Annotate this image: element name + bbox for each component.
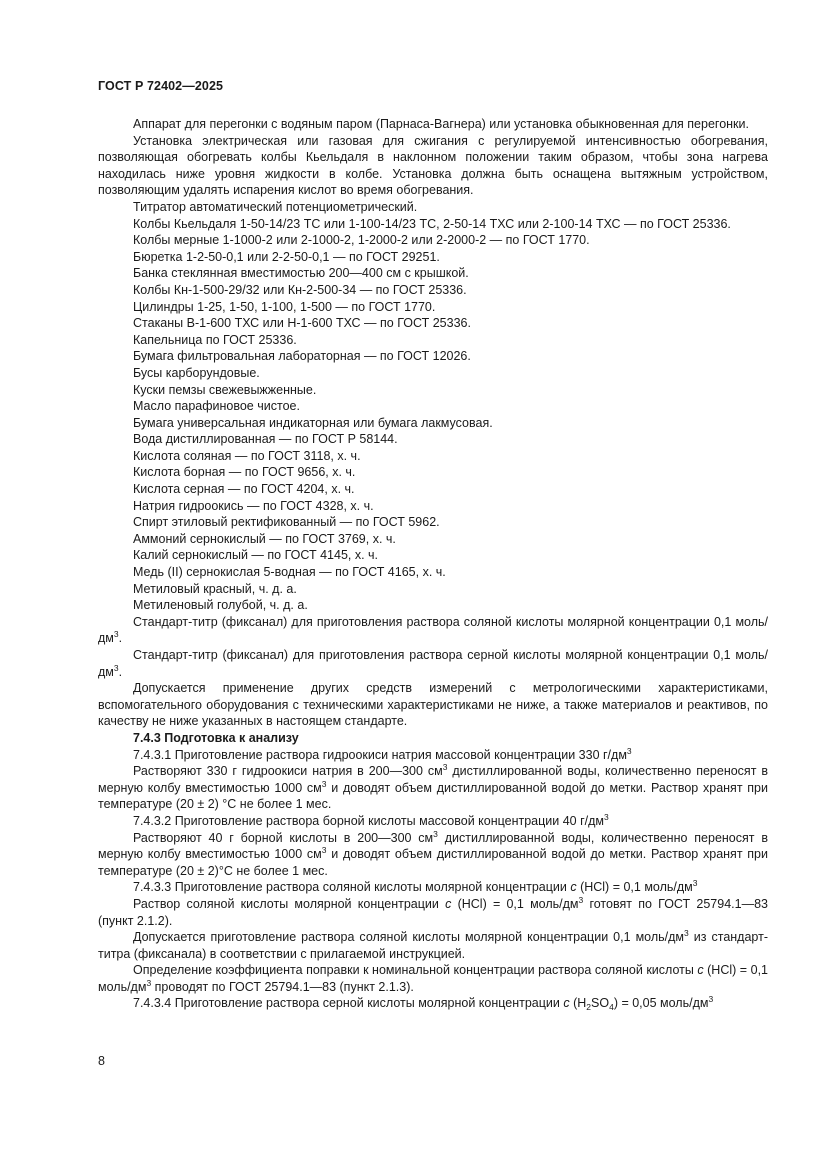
paragraph: Масло парафиновое чистое. [133,399,300,414]
paragraph: Бумага фильтровальная лабораторная — по ГОСТ 12026. [133,349,471,364]
paragraph: Кислота серная — по ГОСТ 4204, х. ч. [133,482,355,497]
paragraph: Стандарт-титр (фиксанал) для приготовления раствора серной кислоты молярной концентрации 0,1 моль/$дм^3$. [98,648,768,679]
paragraph: Метиленовый голубой, ч. д. а. [133,598,308,613]
paragraph: Бюретка 1-2-50-0,1 или 2-2-50-0,1 — по ГОСТ 29251. [133,249,440,264]
paragraph: Определение коэффициента поправки к номинальной концентрации раствора соляной кислоты c (HCl) = 0,1 моль/$дм^3$ проводят по ГОСТ 25794.1—83 (пункт 2.1.3). [98,963,768,994]
subsection-heading: 7.4.3.2 Приготовление раствора борной кислоты массовой концентрации 40 $г/дм^3$ [133,811,609,828]
paragraph: Спирт этиловый ректификованный — по ГОСТ 5962. [133,515,440,530]
paragraph: Банка стеклянная вместимостью 200—400 см с крышкой. [133,266,469,281]
paragraph: Вода дистиллированная — по ГОСТ Р 58144. [133,432,398,447]
paragraph: Аммоний сернокислый — по ГОСТ 3769, х. ч. [133,531,396,546]
paragraph: Кислота соляная — по ГОСТ 3118, х. ч. [133,448,361,463]
paragraph: Кислота борная — по ГОСТ 9656, х. ч. [133,465,356,480]
paragraph: Стандарт-титр (фиксанал) для приготовления раствора соляной кислоты молярной концентрации 0,1 моль/$дм^3$. [98,614,768,646]
paragraph: Куски пемзы свежевыжженные. [133,382,317,397]
paragraph: Цилиндры 1-25, 1-50, 1-100, 1-500 — по ГОСТ 1770. [133,299,436,314]
subsection-heading: 7.4.3.1 Приготовление раствора гидроокиси натрия массовой концентрации 330 $г/дм^3$ [133,745,632,762]
paragraph: Медь (II) сернокислая 5-водная — по ГОСТ 4165, х. ч. [133,565,446,580]
paragraph: Растворяют 330 г гидроокиси натрия в 200—300 $см^3$ дистиллированной воды, количественно переносят в мерную колбу вместимостью 1000 $см^3$ и доводят объем дистиллированной водой до метки. Раствор хранят при температуре (20 ± 2) °С не более 1 мес. [98,762,768,812]
page-number: 8 [98,1054,105,1068]
subsection-heading: 7.4.3.4 Приготовление раствора серной кислоты молярной концентрации c $(H_2SO_4) = 0,05$ моль/$дм^3$ [133,994,714,1013]
paragraph: Стаканы В-1-600 ТХС или Н-1-600 ТХС — по ГОСТ 25336. [133,316,471,331]
paragraph: Капельница по ГОСТ 25336. [133,332,297,347]
paragraph: Допускается применение других средств измерений с метрологическими характеристиками, вспомогательного оборудования с техническими характеристиками не ниже, а также материалов и реактивов, по качеству не ниже указанных в настоящем стандарте. [98,681,768,729]
paragraph: Метиловый красный, ч. д. а. [133,581,297,596]
paragraph: Бумага универсальная индикаторная или бумага лакмусовая. [133,415,493,430]
paragraph: Раствор соляной кислоты молярной концентрации c (HCl) = 0,1 моль/$дм^3$ готовят по ГОСТ 25794.1—83 (пункт 2.1.2). [98,894,768,928]
subsection-heading: 7.4.3.3 Приготовление раствора соляной кислоты молярной концентрации c (HCl) = 0,1 моль/$дм^3$ [133,878,698,895]
paragraph: Титратор автоматический потенциометрический. [133,199,418,214]
paragraph: Колбы Кн-1-500-29/32 или Кн-2-500-34 — по ГОСТ 25336. [133,282,467,297]
paragraph: Установка электрическая или газовая для сжигания с регулируемой интенсивностью обогревания, позволяющая обогревать колбы Кьельдаля в наклонном положении таким образом, чтобы зона нагрева находилась ниже уровня жидкости в колбе. Установка должна быть оснащена вытяжным устройством, позволяющим удалять испарения кислот во время обогревания. [98,133,768,198]
paragraph: Допускается приготовление раствора соляной кислоты молярной концентрации 0,1 моль/$дм^3$ из стандарт-титра (фиксанала) в соответствии с прилагаемой инструкцией. [98,928,768,961]
paragraph: Калий сернокислый — по ГОСТ 4145, х. ч. [133,548,379,563]
section-heading: 7.4.3 Подготовка к анализу [133,730,299,745]
paragraph: Аппарат для перегонки с водяным паром (Парнаса-Вагнера) или установка обыкновенная для перегонки. [133,117,749,131]
document-body [98,116,768,1012]
paragraph: Натрия гидроокись — по ГОСТ 4328, х. ч. [133,498,374,513]
document-header: ГОСТ Р 72402—2025 [98,79,224,93]
paragraph: Бусы карборундовые. [133,365,260,380]
paragraph: Растворяют 40 г борной кислоты в 200—300 $см^3$ дистиллированной воды, количественно переносят в мерную колбу вместимостью 1000 $см^3$ и доводят объем дистиллированной водой до метки. Раствор хранят при температуре (20 ± 2)°С не более 1 мес. [98,828,768,878]
paragraph: Колбы мерные 1-1000-2 или 2-1000-2, 1-2000-2 или 2-2000-2 — по ГОСТ 1770. [133,233,590,248]
paragraph: Колбы Кьельдаля 1-50-14/23 ТС или 1-100-14/23 ТС, 2-50-14 ТХС или 2-100-14 ТХС — по ГОСТ 25336. [133,216,731,231]
